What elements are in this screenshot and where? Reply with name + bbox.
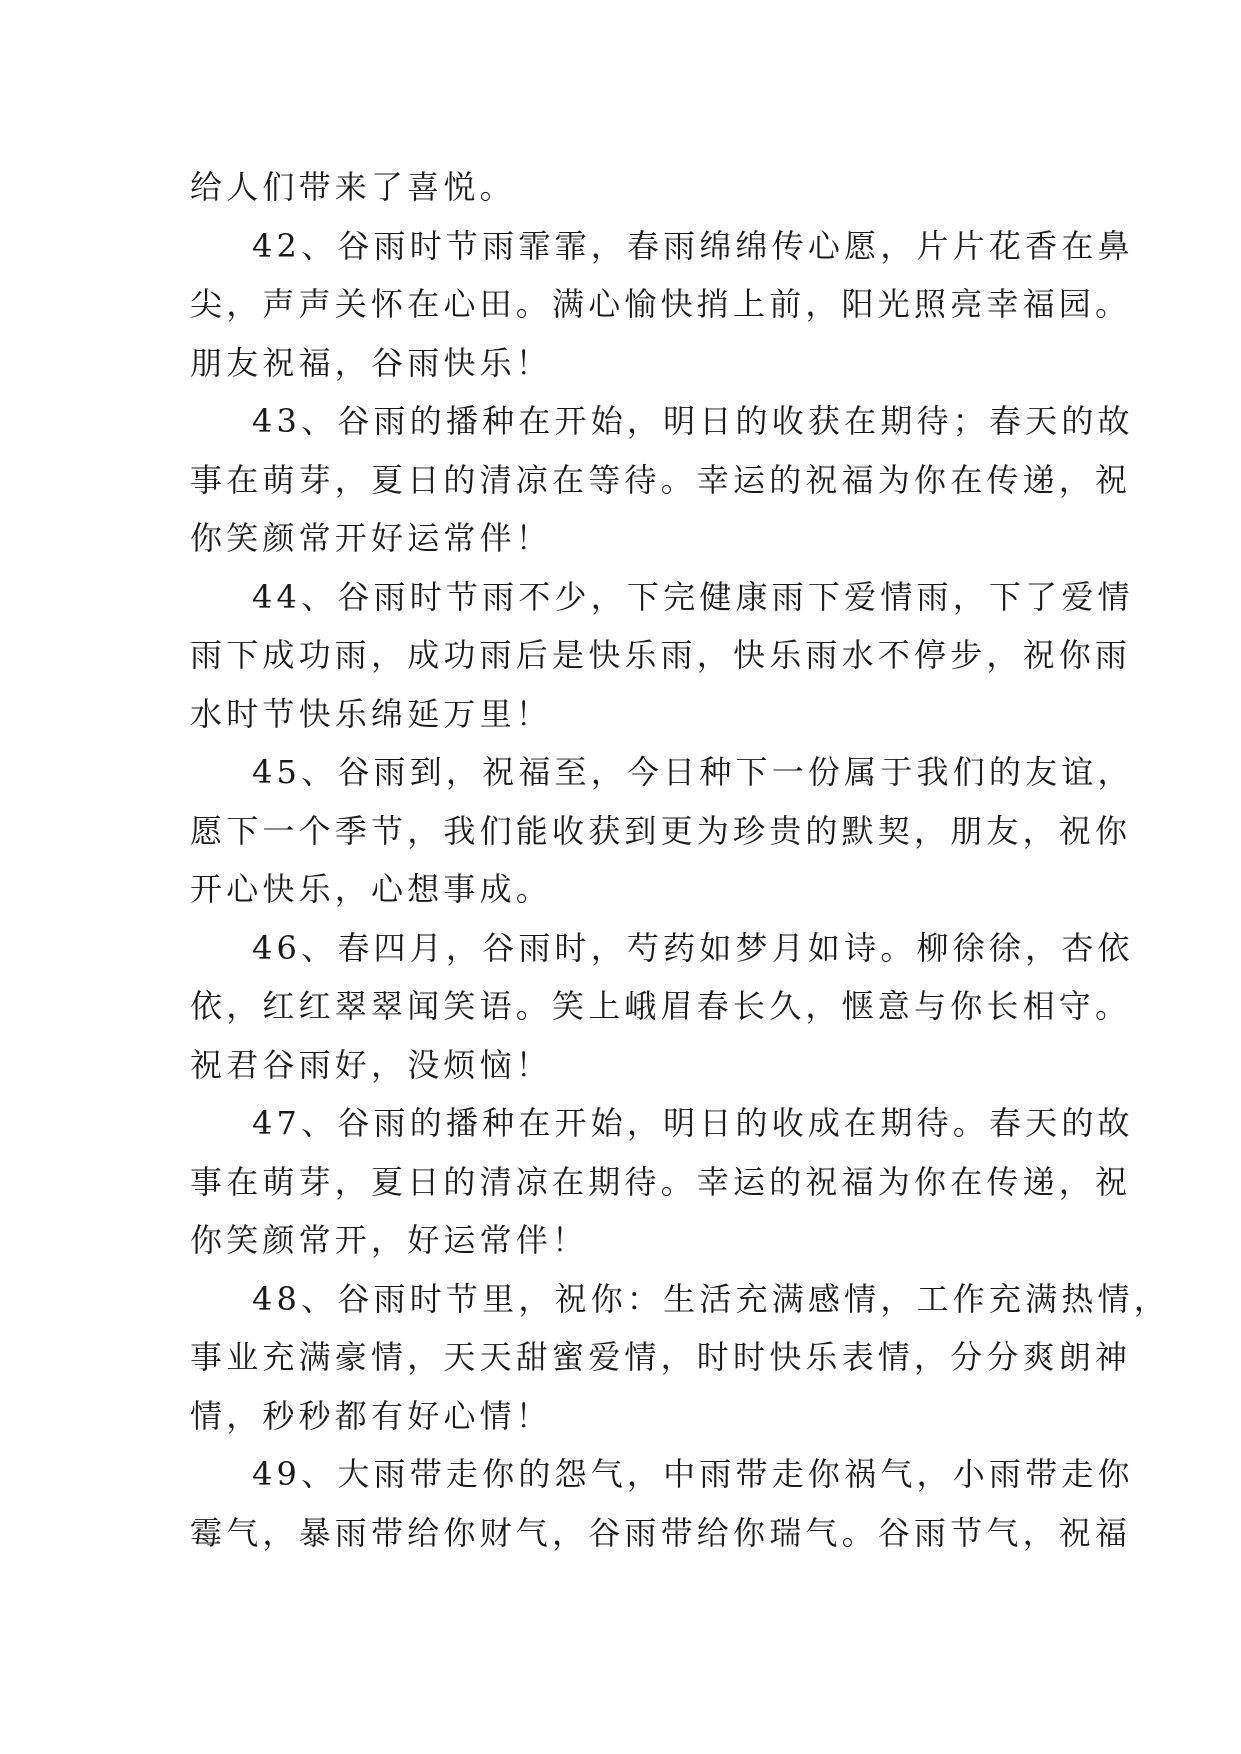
text-line: 事在萌芽，夏日的清凉在等待。幸运的祝福为你在传递，祝 (190, 460, 1132, 499)
text-line: 你笑颜常开好运常伴！ (190, 519, 553, 557)
paragraph-47 (190, 1094, 1134, 1270)
text-line: 你笑颜常开，好运常伴！ (190, 1221, 589, 1259)
text-line: 44、谷雨时节雨不少，下完健康雨下爱情雨，下了爱情 (252, 577, 1134, 616)
text-line: 雨下成功雨，成功雨后是快乐雨，快乐雨水不停步，祝你雨 (190, 636, 1132, 674)
text-line: 愿下一个季节，我们能收获到更为珍贵的默契，朋友，祝你 (190, 811, 1132, 850)
text-line: 给人们带来了喜悦。 (190, 168, 516, 206)
text-line: 霉气，暴雨带给你财气，谷雨带给你瑞气。谷雨节气，祝福 (190, 1513, 1132, 1552)
text-line: 48、谷雨时节里，祝你：生活充满感情，工作充满热情， (252, 1279, 1170, 1318)
paragraph-45 (190, 743, 1134, 919)
text-line: 49、大雨带走你的怨气，中雨带走你祸气，小雨带走你 (252, 1455, 1134, 1493)
paragraph-48 (190, 1270, 1170, 1446)
paragraph-continuation (190, 158, 1070, 217)
paragraph-46 (190, 919, 1134, 1095)
text-line: 42、谷雨时节雨霏霏，春雨绵绵传心愿，片片花香在鼻 (252, 226, 1134, 265)
document-body (190, 158, 1170, 1562)
text-line: 45、谷雨到，祝福至，今日种下一份属于我们的友谊， (252, 753, 1134, 791)
paragraph-43 (190, 392, 1134, 568)
paragraph-42 (190, 217, 1134, 393)
text-line: 47、谷雨的播种在开始，明日的收成在期待。春天的故 (252, 1104, 1134, 1142)
text-line: 43、谷雨的播种在开始，明日的收获在期待；春天的故 (252, 402, 1134, 440)
paragraph-44 (190, 568, 1134, 744)
text-line: 祝君谷雨好，没烦恼！ (190, 1045, 553, 1084)
text-line: 开心快乐，心想事成。 (190, 870, 553, 908)
text-line: 事在萌芽，夏日的清凉在期待。幸运的祝福为你在传递，祝 (190, 1162, 1132, 1201)
text-line: 水时节快乐绵延万里！ (190, 694, 553, 733)
text-line: 尖，声声关怀在心田。满心愉快捎上前，阳光照亮幸福园。 (190, 285, 1132, 323)
text-line: 朋友祝福，谷雨快乐！ (190, 343, 553, 382)
paragraph-49 (190, 1445, 1134, 1562)
text-line: 46、春四月，谷雨时，芍药如梦月如诗。柳徐徐，杏依 (252, 928, 1134, 967)
text-line: 事业充满豪情，天天甜蜜爱情，时时快乐表情，分分爽朗神 (190, 1338, 1132, 1376)
text-line: 依，红红翠翠闻笑语。笑上峨眉春长久，惬意与你长相守。 (190, 987, 1132, 1025)
text-line: 情，秒秒都有好心情！ (190, 1396, 553, 1435)
